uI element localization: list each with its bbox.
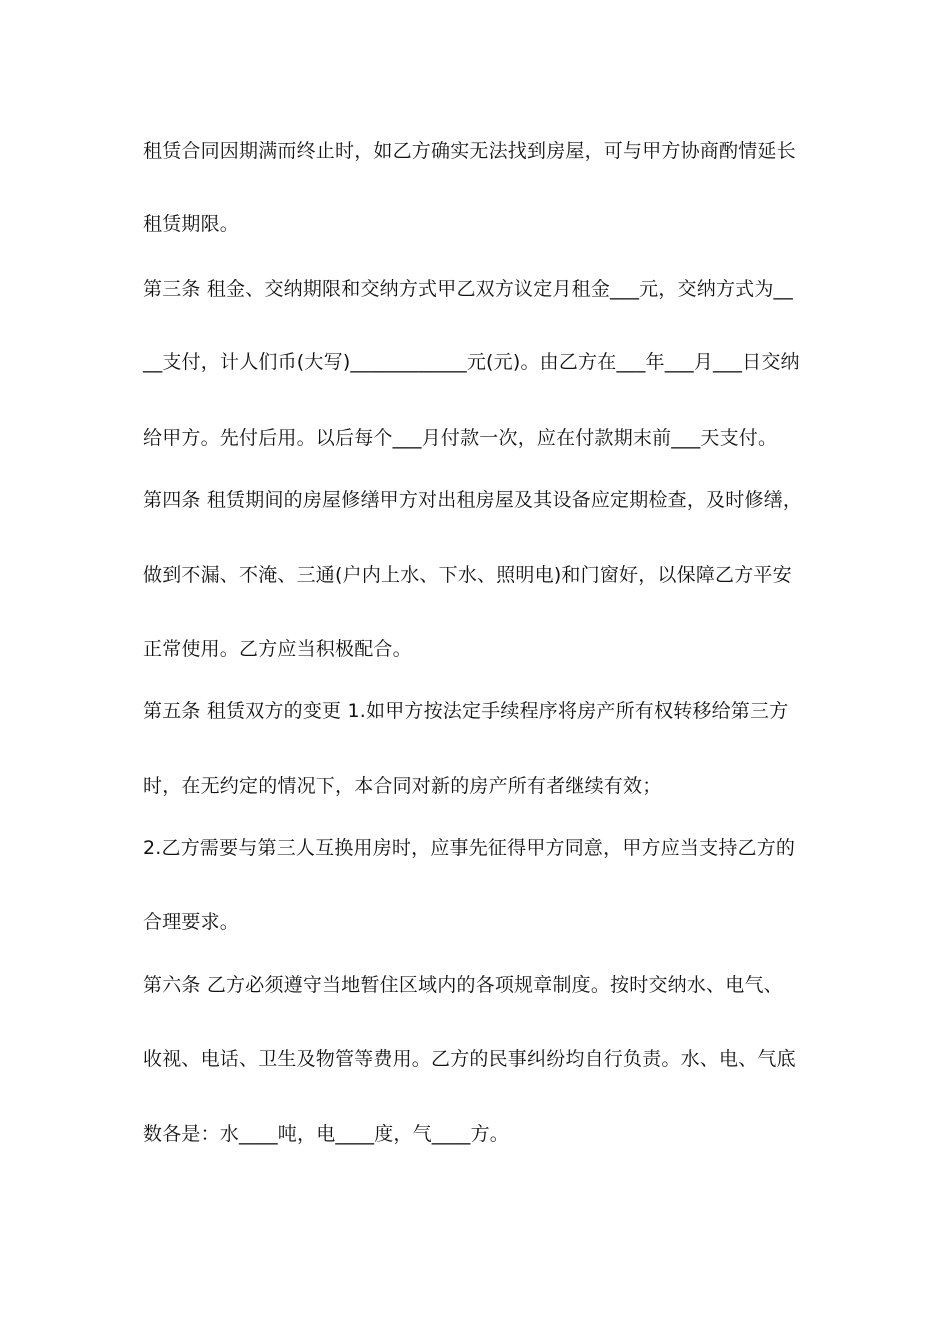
paragraph-line: 数各是：水____吨，电____度，气____方。 [143,1123,510,1145]
paragraph-line: __支付，计人们币(大写)____________元(元)。由乙方在___年___月___日交纳 [143,351,800,373]
paragraph-line: 收视、电话、卫生及物管等费用。乙方的民事纠纷均自行负责。水、电、气底 [143,1048,796,1070]
paragraph-line: 租赁期限。 [143,213,240,235]
paragraph-line: 给甲方。先付后用。以后每个___月付款一次，应在付款期末前___天支付。 [143,427,778,449]
article-4-line: 第四条 租赁期间的房屋修缮甲方对出租房屋及其设备应定期检查，及时修缮， [143,489,803,511]
paragraph-line: 做到不漏、不淹、三通(户内上水、下水、照明电)和门窗好，以保障乙方平安 [143,564,792,586]
article-6-line: 第六条 乙方必须遵守当地暂住区域内的各项规章制度。按时交纳水、电气、 [143,974,783,996]
paragraph-line: 时，在无约定的情况下，本合同对新的房产所有者继续有效； [143,775,662,797]
paragraph-line: 正常使用。乙方应当积极配合。 [143,638,412,660]
article-5-item-2-line: 2.乙方需要与第三人互换用房时，应事先征得甲方同意，甲方应当支持乙方的 [143,837,796,859]
article-5-line: 第五条 租赁双方的变更 1.如甲方按法定手续程序将房产所有权转移给第三方 [143,700,789,722]
paragraph-line: 合理要求。 [143,911,240,933]
article-3-line: 第三条 租金、交纳期限和交纳方式甲乙双方议定月租金___元，交纳方式为__ [143,278,793,300]
paragraph-line: 租赁合同因期满而终止时，如乙方确实无法找到房屋，可与甲方协商酌情延长 [143,140,796,162]
